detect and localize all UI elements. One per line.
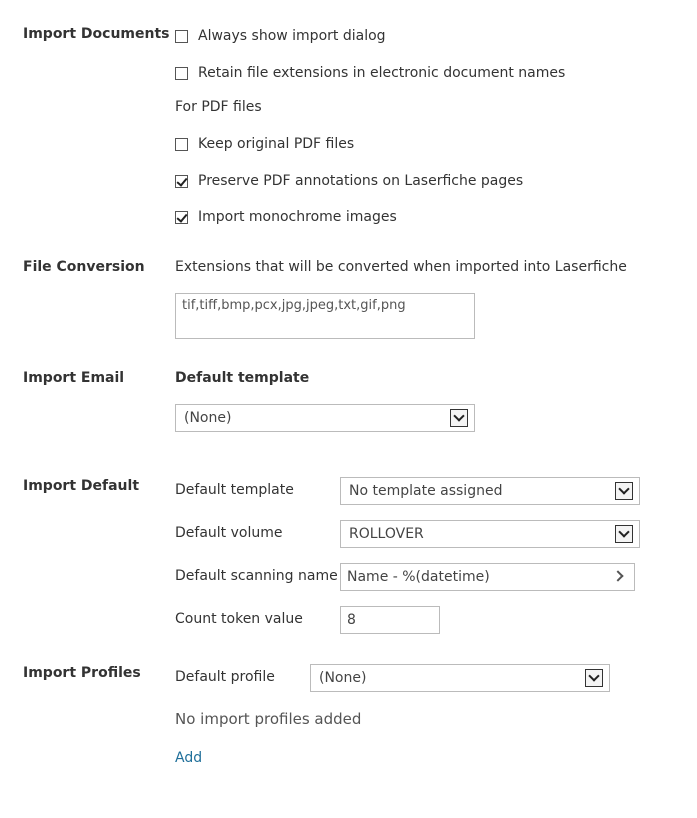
import-documents-title: Import Documents: [23, 26, 170, 42]
chevron-right-icon[interactable]: [612, 570, 623, 581]
count-token-label: Count token value: [175, 611, 303, 627]
preserve-annotations-checkbox[interactable]: [175, 175, 188, 188]
default-scanning-name-field[interactable]: [340, 563, 635, 591]
file-conversion-title: File Conversion: [23, 259, 145, 275]
default-profile-value: (None): [319, 670, 367, 686]
default-scanning-name-value: Name - %(datetime): [347, 569, 490, 585]
keep-original-pdf-option[interactable]: [175, 134, 354, 154]
keep-original-pdf-label: Keep original PDF files: [198, 136, 355, 152]
import-profiles-title: Import Profiles: [23, 665, 141, 681]
default-scanning-name-label: Default scanning name: [175, 568, 338, 584]
keep-original-pdf-checkbox[interactable]: [175, 138, 188, 151]
default-volume-value: ROLLOVER: [349, 526, 424, 542]
chevron-down-icon[interactable]: [585, 669, 603, 687]
import-monochrome-checkbox[interactable]: [175, 211, 188, 224]
default-profile-label: Default profile: [175, 669, 275, 685]
file-conversion-description: Extensions that will be converted when imported into Laserfiche: [175, 259, 627, 275]
count-token-input[interactable]: 8: [340, 606, 440, 634]
import-monochrome-option[interactable]: [175, 207, 397, 227]
chevron-down-icon[interactable]: [450, 409, 468, 427]
no-profiles-text: No import profiles added: [175, 710, 362, 728]
default-template-select[interactable]: [340, 477, 640, 505]
pdf-files-heading: For PDF files: [175, 99, 262, 115]
default-template-label: Default template: [175, 482, 294, 498]
chevron-down-icon[interactable]: [615, 525, 633, 543]
default-volume-select[interactable]: [340, 520, 640, 548]
default-volume-label: Default volume: [175, 525, 283, 541]
import-monochrome-label: Import monochrome images: [198, 209, 397, 225]
default-template-value: No template assigned: [349, 483, 503, 499]
always-show-dialog-option[interactable]: [175, 26, 386, 46]
always-show-dialog-label: Always show import dialog: [198, 28, 386, 44]
email-template-label: Default template: [175, 370, 310, 386]
chevron-down-icon[interactable]: [615, 482, 633, 500]
preserve-annotations-option[interactable]: [175, 171, 523, 191]
add-profile-link[interactable]: Add: [175, 750, 203, 766]
preserve-annotations-label: Preserve PDF annotations on Laserfiche pages: [198, 173, 524, 189]
import-default-title: Import Default: [23, 478, 140, 494]
conversion-extensions-textarea[interactable]: tif,tiff,bmp,pcx,jpg,jpeg,txt,gif,png: [175, 293, 475, 339]
email-template-value: (None): [184, 410, 232, 426]
retain-extensions-checkbox[interactable]: [175, 67, 188, 80]
retain-extensions-option[interactable]: [175, 63, 565, 83]
email-template-select[interactable]: [175, 404, 475, 432]
always-show-dialog-checkbox[interactable]: [175, 30, 188, 43]
retain-extensions-label: Retain file extensions in electronic document names: [198, 65, 566, 81]
import-email-title: Import Email: [23, 370, 125, 386]
default-profile-select[interactable]: [310, 664, 610, 692]
